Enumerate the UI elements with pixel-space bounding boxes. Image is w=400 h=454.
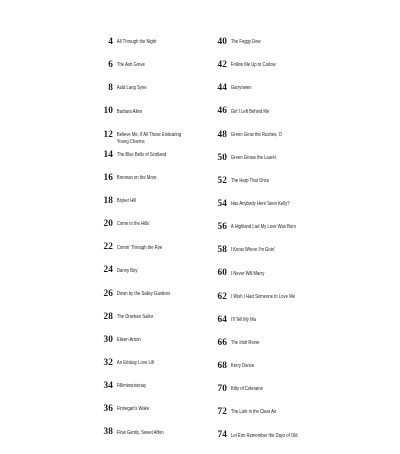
song-title: The Irish Rover [230,340,260,347]
toc-entry [210,106,330,117]
page-number: 22 [103,242,113,253]
toc-entry [96,242,204,253]
song-title: Eileen Aroon [116,337,141,344]
toc-entry [96,106,204,117]
table-of-contents [0,37,400,441]
toc-entry [96,289,204,300]
toc-entry [96,60,204,71]
page-number: 38 [103,427,113,438]
page-number: 24 [103,265,113,276]
toc-entry [210,37,330,48]
toc-entry [210,315,330,326]
toc-entry [210,430,330,441]
toc-entry [210,384,330,395]
page-number: 70 [217,384,227,395]
toc-entry [96,404,204,415]
song-title: I Wish I Had Someone to Love Me [230,293,295,300]
song-title: Come to the Hills [116,221,149,228]
page-number: 54 [217,198,227,209]
song-title: The Foggy Dew [230,39,261,46]
page-number: 14 [103,149,113,160]
toc-entry [96,150,204,161]
toc-left-column [96,37,204,451]
page-number: 74 [217,430,227,441]
page-number: 32 [103,358,113,369]
page-number: 44 [217,83,227,94]
song-title: Auld Lang Syne [116,85,147,92]
song-title: I Know Where I'm Goin' [230,247,275,254]
song-title: An Eriskay Love Lilt [116,360,154,367]
toc-entry [210,407,330,418]
page-number: 60 [217,268,227,279]
song-title: Garryowen [230,85,252,92]
toc-entry [96,335,204,346]
song-title: Barbara Allen [116,108,143,115]
song-title: Green Grows the Laurel [230,154,276,161]
song-title: Follow Me Up to Carlow [230,62,276,69]
song-title: Danny Boy [116,267,138,274]
toc-entry [210,199,330,210]
toc-entry [96,173,204,184]
page-number: 28 [103,311,113,322]
page-number: 64 [217,314,227,325]
page-number: 26 [103,288,113,299]
page-number: 12 [103,129,113,140]
song-title: Flow Gently, Sweet Afton [116,429,164,436]
toc-entry [96,219,204,230]
song-title: Kerry Dance [230,363,255,370]
toc-entry [210,361,330,372]
toc-entry [96,312,204,323]
toc-right-column [210,37,330,454]
page-number: 72 [217,407,227,418]
page-number: 8 [108,83,113,94]
toc-entry [96,130,204,146]
toc-entry [96,358,204,369]
song-title: The Blue Bells of Scotland [116,151,167,158]
page-number: 10 [103,106,113,117]
song-title: Girl I Left Behind Me [230,108,270,115]
toc-entry [210,338,330,349]
page-number: 62 [217,291,227,302]
song-title: Comin' Through the Rye [116,244,163,251]
song-title: I Never Will Marry [230,270,265,277]
toc-entry [96,381,204,392]
toc-entry [210,292,330,303]
page-number: 18 [103,196,113,207]
toc-entry [210,130,330,141]
page-number: 56 [217,222,227,233]
page-number: 52 [217,175,227,186]
song-title: Finnegan's Wake [116,406,150,413]
page-number: 42 [217,60,227,71]
song-title: The Lark in the Clear Air [230,409,277,416]
page-number: 20 [103,219,113,230]
song-title: Let Erin Remember the Days of Old [230,432,298,439]
page-number: 30 [103,334,113,345]
toc-entry [96,265,204,276]
toc-entry [210,153,330,164]
page-number: 50 [217,152,227,163]
page-number: 40 [217,37,227,47]
toc-entry [210,83,330,94]
page-number: 68 [217,360,227,371]
page-number: 58 [217,245,227,256]
toc-entry [210,60,330,71]
toc-entry [96,427,204,438]
song-title: All Through the Night [116,39,157,46]
page-number: 34 [103,381,113,392]
toc-entry [96,196,204,207]
song-title: Fillimiooriooriay [116,383,147,390]
song-title: The Harp That Once [230,178,270,185]
song-title: Green Grow the Rushes, O [230,131,282,138]
song-title: Has Anybody Here Seen Kelly? [230,201,290,208]
page-number: 66 [217,337,227,348]
page-number: 48 [217,129,227,140]
toc-entry [96,83,204,94]
song-title: A Highland Lad My Love Was Born [230,224,296,231]
song-title: The Ash Grove [116,62,145,69]
toc-entry [210,176,330,187]
page-number: 16 [103,172,113,183]
page-number: 46 [217,106,227,117]
song-title: Bryker Hill [116,198,137,205]
toc-entry [210,245,330,256]
toc-entry [96,37,204,48]
page-number: 36 [103,404,113,415]
song-title: Believe Me, If All Those Endearing Young Charms [116,131,182,145]
song-title: Brennan on the Moor [116,175,157,182]
page-number: 6 [108,60,113,71]
song-title: I'll Tell My Ma [230,316,256,323]
song-title: The Drunken Sailor [116,313,154,320]
song-title: Kitty of Coleraine [230,386,263,393]
page-number: 4 [108,37,113,47]
song-title: Down by the Salley Gardens [116,290,171,297]
toc-entry [210,268,330,279]
toc-entry [210,222,330,233]
